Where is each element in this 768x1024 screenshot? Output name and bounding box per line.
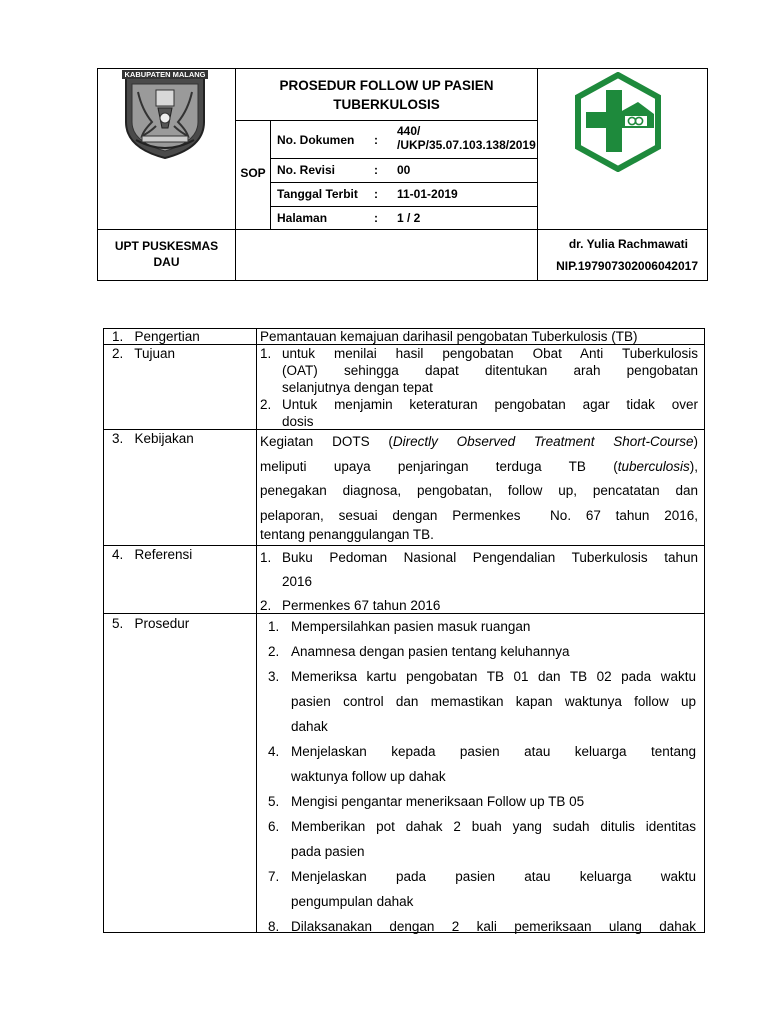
halaman-label: Halaman [277,211,328,225]
kabupaten-malang-logo-icon [122,70,208,160]
terbit-value: 11-01-2019 [397,187,458,201]
prosedur-item: 7. Menjelaskan pada pasien atau keluarga waktu pengumpulan dahak [268,869,696,909]
terbit-colon: : [374,187,378,201]
tujuan-item-1: 1. untuk menilai hasil pengobatan Obat Anti Tuberkulosis (OAT) sehingga dapat ditentukan arah pengobatan selanjutnya dengan tepat [260,346,698,395]
halaman-value: 1 / 2 [397,211,421,225]
doc-no-colon: : [374,133,378,147]
document-title: PROSEDUR FOLLOW UP PASIEN TUBERKULOSIS [279,78,494,112]
prosedur-list [268,614,696,939]
revisi-colon: : [374,163,378,177]
sop-label: SOP [240,166,266,180]
signer-name: dr. Yulia Rachmawati [568,237,688,251]
section-label-pengertian: 1. Pengertian [112,329,200,344]
logo-caption: KABUPATEN MALANG [122,70,208,79]
referensi-item-2: 2. Permenkes 67 tahun 2016 [260,598,441,613]
doc-no-value: 440/ /UKP/35.07.103.138/2019 [397,124,536,152]
doc-no-label: No. Dokumen [277,133,355,147]
unit-name: UPT PUSKESMAS DAU [114,239,219,269]
terbit-label: Tanggal Terbit [277,187,358,201]
prosedur-item: 2. Anamnesa dengan pasien tentang keluhannya [268,644,570,659]
section-label-prosedur: 5. Prosedur [112,616,190,631]
referensi-item-1: 1. Buku Pedoman Nasional Pengendalian Tuberkulosis tahun 2016 [260,550,698,589]
prosedur-item: 3. Memeriksa kartu pengobatan TB 01 dan TB 02 pada waktu pasien control dan memastikan kapan waktunya follow up dahak [268,669,696,734]
prosedur-item: 1. Mempersilahkan pasien masuk ruangan [268,619,531,634]
section-label-referensi: 4. Referensi [112,547,193,562]
kebijakan-text: Kegiatan DOTS (Directly Observed Treatment Short-Course) meliputi upaya penjaringan terduga TB (tuberculosis), penegakan diagnosa, pengobatan, follow up, pencatatan dan pelaporan, sesuai dengan Permenkes No. 67 tahun 2016, tentang penanggulangan TB. [260,434,698,542]
pengertian-text: Pemantauan kemajuan darihasil pengobatan Tuberkulosis (TB) [260,329,638,344]
prosedur-item: 8. Dilaksanakan dengan 2 kali pemeriksaan ulang dahak [268,919,696,934]
prosedur-item: 5. Mengisi pengantar meneriksaan Follow up TB 05 [268,794,585,809]
puskesmas-logo-icon [572,72,664,172]
revisi-value: 00 [397,163,411,177]
tujuan-item-2: 2. Untuk menjamin keteraturan pengobatan agar tidak over dosis [260,397,698,429]
revisi-label: No. Revisi [277,163,336,177]
signer-nip: NIP.197907302006042017 [556,259,698,273]
prosedur-item: 4. Menjelaskan kepada pasien atau keluarga tentang waktunya follow up dahak [268,744,696,784]
halaman-colon: : [374,211,378,225]
prosedur-item: 6. Memberikan pot dahak 2 buah yang sudah ditulis identitas pada pasien [268,819,696,859]
section-label-tujuan: 2. Tujuan [112,346,176,361]
section-label-kebijakan: 3. Kebijakan [112,431,194,446]
